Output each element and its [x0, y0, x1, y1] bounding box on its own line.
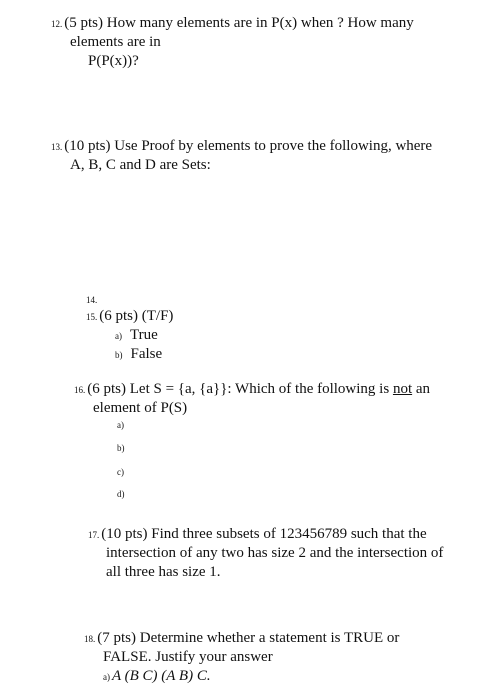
question-14-number: 14.: [86, 295, 98, 305]
question-18-option-a-expression: A (B C) (A B) C.: [112, 668, 211, 684]
question-15-number: 15.: [86, 312, 98, 322]
question-17-line-2: intersection of any two has size 2 and the intersection of: [106, 545, 444, 561]
question-18-line-1: (7 pts) Determine whether a statement is TRUE or: [97, 630, 400, 646]
question-18: [84, 629, 399, 649]
question-15-option-b: [115, 345, 162, 365]
question-18-number: 18.: [84, 634, 96, 644]
question-16-number: 16.: [74, 385, 86, 395]
question-16-option-a: a): [117, 420, 124, 430]
question-16-option-c: c): [117, 467, 124, 477]
question-13-line-2: A, B, C and D are Sets:: [70, 157, 211, 173]
question-17-line-3: all three has size 1.: [106, 564, 221, 580]
question-16-option-b: b): [117, 443, 125, 453]
question-15: [86, 307, 173, 327]
question-17-line-1: (10 pts) Find three subsets of 123456789 such that the: [101, 526, 427, 542]
question-18-line-2: FALSE. Justify your answer: [103, 649, 273, 665]
option-b-text: False: [130, 346, 163, 362]
option-b-label: b): [115, 350, 123, 360]
option-a-text: True: [130, 327, 158, 343]
question-18-option-a: [103, 667, 211, 687]
question-13-number: 13.: [51, 142, 63, 152]
question-12-line-3: P(P(x))?: [88, 53, 139, 69]
question-16-not: not: [392, 381, 413, 397]
option-a-label: a): [115, 331, 122, 341]
question-17: [88, 525, 427, 545]
question-16-line-1-post: an: [412, 381, 431, 397]
question-16: [74, 380, 430, 400]
question-13-line-1: (10 pts) Use Proof by elements to prove the following, where: [64, 138, 433, 154]
question-13: [51, 137, 432, 157]
question-17-number: 17.: [88, 530, 100, 540]
question-16-line-2: element of P(S): [93, 400, 188, 416]
question-12-number: 12.: [51, 19, 63, 29]
question-12: [51, 14, 414, 34]
question-15-option-a: [115, 326, 158, 346]
question-15-title: (6 pts) (T/F): [99, 308, 174, 324]
question-12-line-1: (5 pts) How many elements are in P(x) when ? How many: [64, 15, 414, 31]
question-12-line-2: elements are in: [70, 34, 161, 50]
question-16-option-d: d): [117, 489, 125, 499]
question-18-option-a-label: a): [103, 672, 110, 682]
question-16-line-1-pre: (6 pts) Let S = {a, {a}}: Which of the following is: [87, 381, 393, 397]
